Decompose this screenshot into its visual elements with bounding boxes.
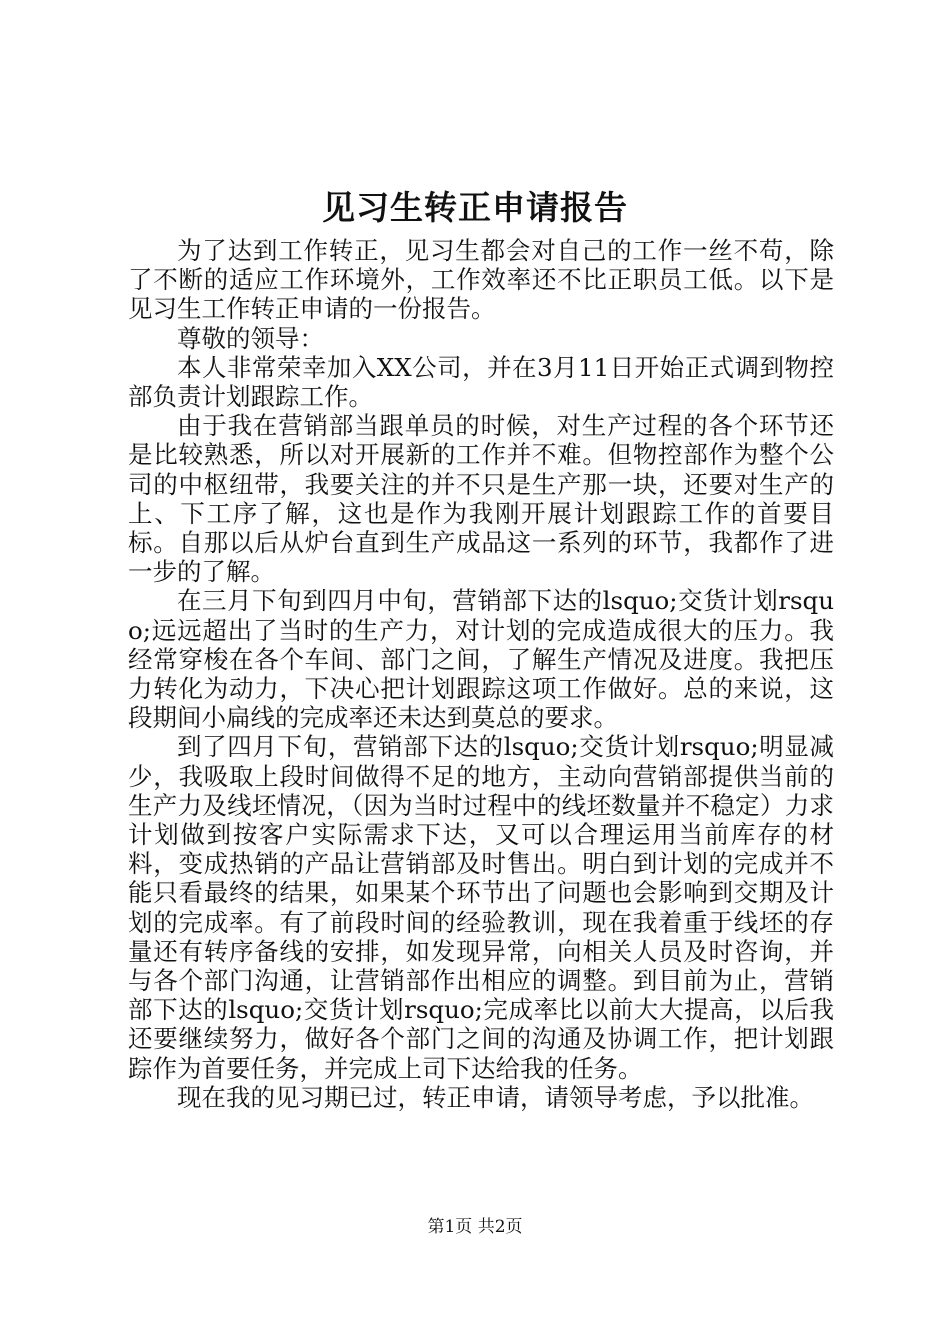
- document-body: [128, 236, 834, 1112]
- body-paragraph-2: 由于我在营销部当跟单员的时候，对生产过程的各个环节还是比较熟悉，所以对开展新的工作并不难。但物控部作为整个公司的中枢纽带，我要关注的并不只是生产那一块，还要对生产的上、下工序了解，这也是作为我刚开展计划跟踪工作的首要目标。自那以后从炉台直到生产成品这一系列的环节，我都作了进一步的了解。: [128, 411, 834, 587]
- intro-paragraph: 为了达到工作转正，见习生都会对自己的工作一丝不苟，除了不断的适应工作环境外，工作效率还不比正职员工低。以下是见习生工作转正申请的一份报告。: [128, 236, 834, 324]
- salutation: 尊敬的领导：: [177, 323, 324, 353]
- body-paragraph-4: 到了四月下旬，营销部下达的lsquo;交货计划rsquo;明显减少，我吸取上段时间做得不足的地方，主动向营销部提供当前的生产力及线坯情况，（因为当时过程中的线坯数量并不稳定）力求计划做到按客户实际需求下达，又可以合理运用当前库存的材料，变成热销的产品让营销部及时售出。明白到计划的完成并不能只看最终的结果，如果某个环节出了问题也会影响到交期及计划的完成率。有了前段时间的经验教训，现在我着重于线坯的存量还有转序备线的安排，如发现异常，向相关人员及时咨询，并与各个部门沟通，让营销部作出相应的调整。到目前为止，营销部下达的lsquo;交货计划rsquo;完成率比以前大大提高，以后我还要继续努力，做好各个部门之间的沟通及协调工作，把计划跟踪作为首要任务，并完成上司下达给我的任务。: [128, 732, 834, 1083]
- page-number-footer: 第1页 共2页: [427, 1217, 523, 1237]
- document-title: 见习生转正申请报告: [322, 188, 628, 227]
- body-paragraph-1: 本人非常荣幸加入XX公司，并在3月11日开始正式调到物控部负责计划跟踪工作。: [128, 352, 834, 412]
- closing-paragraph: 现在我的见习期已过，转正申请，请领导考虑，予以批准。: [177, 1082, 814, 1112]
- body-paragraph-3: 在三月下旬到四月中旬，营销部下达的lsquo;交货计划rsquo;远远超出了当时的生产力，对计划的完成造成很大的压力。我经常穿梭在各个车间、部门之间，了解生产情况及进度。我把压力转化为动力，下决心把计划跟踪这项工作做好。总的来说，这段期间小扁线的完成率还未达到莫总的要求。: [128, 586, 834, 733]
